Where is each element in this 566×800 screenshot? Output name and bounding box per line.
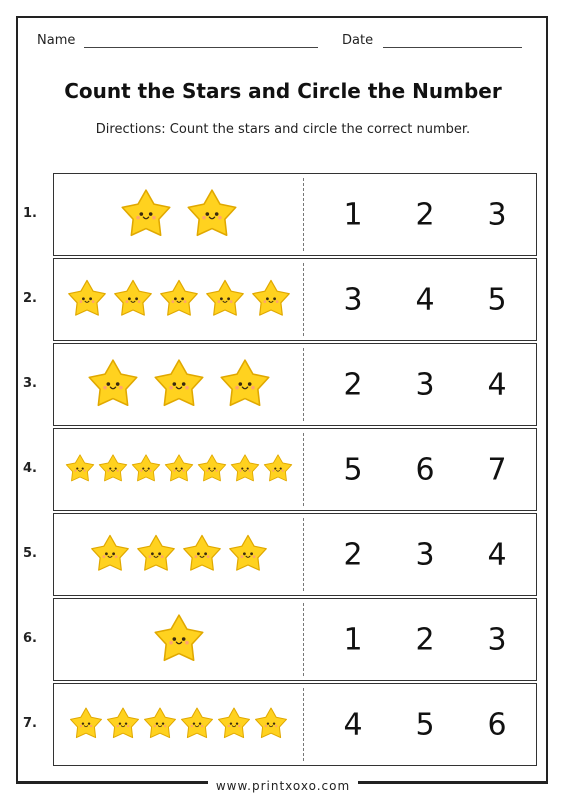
date-field-line[interactable]	[383, 47, 522, 48]
star-icon	[228, 533, 268, 577]
number-option[interactable]: 4	[343, 707, 363, 742]
exercise-row	[53, 598, 537, 681]
date-label: Date	[342, 33, 374, 48]
star-icon	[113, 278, 153, 322]
stars-cell	[54, 599, 303, 680]
dashed-divider	[303, 348, 304, 421]
star-icon	[69, 706, 103, 744]
number-option[interactable]: 2	[415, 197, 435, 232]
number-option[interactable]: 7	[487, 452, 507, 487]
number-option[interactable]: 2	[343, 367, 363, 402]
star-icon	[254, 706, 288, 744]
star-icon	[120, 187, 172, 243]
star-icon	[159, 278, 199, 322]
star-icon	[186, 187, 238, 243]
number-choices	[305, 259, 536, 340]
star-icon	[153, 612, 205, 668]
number-option[interactable]: 3	[487, 622, 507, 657]
star-icon	[217, 706, 251, 744]
row-number: 1.	[23, 206, 37, 221]
number-option[interactable]: 2	[415, 622, 435, 657]
number-choices	[305, 429, 536, 510]
number-option[interactable]: 5	[415, 707, 435, 742]
star-icon	[164, 453, 194, 487]
dashed-divider	[303, 603, 304, 676]
star-icon	[106, 706, 140, 744]
dashed-divider	[303, 518, 304, 591]
dashed-divider	[303, 688, 304, 761]
stars-cell	[54, 174, 303, 255]
dashed-divider	[303, 433, 304, 506]
number-choices	[305, 684, 536, 765]
star-icon	[197, 453, 227, 487]
star-icon	[180, 706, 214, 744]
number-option[interactable]: 3	[415, 367, 435, 402]
row-number: 7.	[23, 716, 37, 731]
number-choices	[305, 514, 536, 595]
stars-cell	[54, 514, 303, 595]
number-option[interactable]: 6	[487, 707, 507, 742]
star-icon	[87, 357, 139, 413]
star-icon	[251, 278, 291, 322]
number-option[interactable]: 1	[343, 197, 363, 232]
exercise-row	[53, 513, 537, 596]
star-icon	[136, 533, 176, 577]
row-number: 2.	[23, 291, 37, 306]
number-option[interactable]: 2	[343, 537, 363, 572]
dashed-divider	[303, 178, 304, 251]
star-icon	[131, 453, 161, 487]
stars-cell	[54, 259, 303, 340]
dashed-divider	[303, 263, 304, 336]
number-option[interactable]: 4	[487, 537, 507, 572]
star-icon	[143, 706, 177, 744]
number-choices	[305, 174, 536, 255]
footer	[0, 775, 566, 794]
star-icon	[182, 533, 222, 577]
number-option[interactable]: 5	[343, 452, 363, 487]
stars-cell	[54, 429, 303, 510]
number-option[interactable]: 1	[343, 622, 363, 657]
number-option[interactable]: 4	[415, 282, 435, 317]
exercise-row	[53, 428, 537, 511]
number-option[interactable]: 3	[415, 537, 435, 572]
star-icon	[205, 278, 245, 322]
star-icon	[263, 453, 293, 487]
footer-url: www.printxoxo.com	[208, 779, 358, 793]
stars-cell	[54, 344, 303, 425]
number-option[interactable]: 4	[487, 367, 507, 402]
row-number: 6.	[23, 631, 37, 646]
number-option[interactable]: 6	[415, 452, 435, 487]
star-icon	[67, 278, 107, 322]
number-option[interactable]: 3	[487, 197, 507, 232]
row-number: 4.	[23, 461, 37, 476]
star-icon	[90, 533, 130, 577]
row-number: 3.	[23, 376, 37, 391]
directions-text: Directions: Count the stars and circle the correct number.	[95, 122, 471, 137]
star-icon	[153, 357, 205, 413]
exercise-row	[53, 173, 537, 256]
star-icon	[65, 453, 95, 487]
number-option[interactable]: 5	[487, 282, 507, 317]
stars-cell	[54, 684, 303, 765]
name-field-line[interactable]	[84, 47, 318, 48]
exercise-row	[53, 343, 537, 426]
star-icon	[219, 357, 271, 413]
name-label: Name	[37, 33, 76, 48]
exercise-row	[53, 258, 537, 341]
row-number: 5.	[23, 546, 37, 561]
star-icon	[98, 453, 128, 487]
exercise-row	[53, 683, 537, 766]
star-icon	[230, 453, 260, 487]
worksheet-title: Count the Stars and Circle the Number	[64, 79, 502, 103]
number-choices	[305, 344, 536, 425]
number-choices	[305, 599, 536, 680]
number-option[interactable]: 3	[343, 282, 363, 317]
